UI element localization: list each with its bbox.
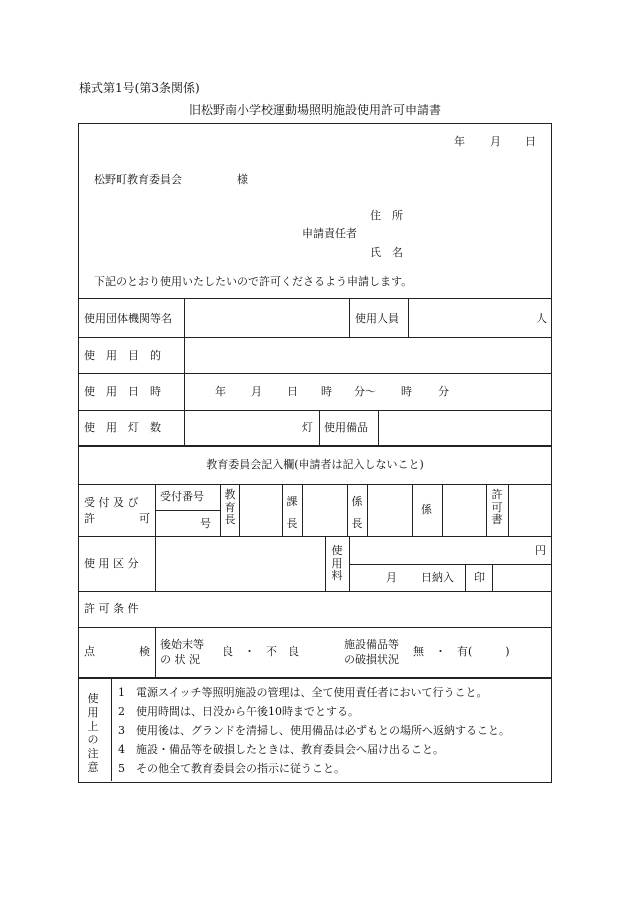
note-text: 使用時間は、日没から午後10時までとする。 [136,705,359,718]
rule-fee-mid [349,564,551,565]
receipt-label-line1: 受 付 及 び [84,496,139,509]
addressee: 松野町教育委員会 [94,173,182,186]
address-label: 住 所 [370,209,403,222]
rule-inspection-bottom [79,677,551,679]
form-title: 旧松野南小学校運動場照明施設使用許可申請書 [188,103,441,117]
paid-month: 月 [386,571,397,584]
office-section-title: 教育委員会記入欄(申請者は記入しないこと) [206,458,424,471]
vline-permit-right [508,484,509,536]
org-input[interactable] [186,300,348,336]
superintendent-label: 教育長 [224,488,236,527]
addressee-honorific: 様 [237,173,248,186]
vline-seal-right [492,564,493,591]
date-year-label: 年 [454,135,465,148]
damage-options: 無 ・ 有( ) [413,645,510,658]
note-number: 5 [118,762,125,775]
inspection-label-b: 検 [139,645,150,658]
vline-inspection-label [155,627,156,677]
section-chief-label: 係長 [351,495,363,530]
vline-notes-label [111,677,112,781]
date-day-label: 日 [525,135,536,148]
equipment-input[interactable] [380,412,548,445]
address-input[interactable] [414,206,534,222]
vline-receipt-right [220,484,221,536]
lamps-label: 使 用 灯 数 [84,421,161,434]
vline-sup-right [239,484,240,536]
datetime-hour-start: 時 [321,385,332,398]
vline-sec-left [347,484,348,536]
damage-label-line2: の破損状況 [344,653,399,666]
note-text: 電源スイッチ等照明施設の管理は、全て使用責任者において行うこと。 [136,686,488,699]
rule-purpose-bottom [79,373,551,374]
note-text: その他全て教育委員会の指示に従うこと。 [136,762,345,775]
rule-lamps-bottom [79,445,551,447]
vline-users-left [349,298,350,337]
cleanup-label-line2: の 状 況 [160,653,200,666]
note-text: 使用後は、グランドを清掃し、使用備品は必ずもとの場所へ返納すること。 [136,724,510,737]
request-statement: 下記のとおり使用いたしたいので許可くださるよう申請します。 [94,275,413,288]
paid-day: 日納入 [421,571,454,584]
inspection-label-a: 点 [84,645,95,658]
notes-label: 使用上の注意 [87,692,99,774]
vline-seal-left [465,564,466,591]
purpose-label: 使 用 目 的 [84,349,161,362]
vline-users-right [408,298,409,337]
vline-equip-right [378,410,379,446]
lamp-unit: 灯 [302,421,313,434]
date-month-label: 月 [490,135,501,148]
vline-office-label [155,484,156,591]
receipt-label-line2a: 許 [84,512,95,525]
lamps-input[interactable] [186,412,298,445]
receipt-number-label: 受付番号 [160,490,204,503]
category-input[interactable] [157,538,323,589]
datetime-label: 使 用 日 時 [84,385,161,398]
rule-office-title-bottom [79,484,551,485]
purpose-input[interactable] [186,339,548,372]
cleanup-options: 良 ・ 不 良 [222,645,299,658]
staff-label: 係 [421,503,432,516]
vline-staff-left [412,484,413,536]
datetime-hour-end: 時 [401,385,412,398]
receipt-number-unit: 号 [200,517,211,530]
org-label: 使用団体機関等名 [84,312,172,325]
vline-equip-left [319,410,320,446]
rule-org-bottom [79,337,551,338]
yen-unit: 円 [535,544,546,557]
rule-receipt-bottom [79,536,551,537]
fee-label: 使用料 [331,544,343,583]
note-number: 4 [118,743,125,756]
datetime-day: 日 [287,385,298,398]
persons-unit: 人 [536,312,547,325]
form-frame [78,123,552,783]
category-label: 使 用 区 分 [84,557,139,570]
datetime-year: 年 [215,385,226,398]
seal-label: 印 [474,571,485,584]
note-number: 2 [118,705,125,718]
damage-label-line1: 施設備品等 [344,638,399,651]
cleanup-label-line1: 後始末等 [160,638,204,651]
rule-header-bottom [79,298,551,299]
vline-sec-right [367,484,368,536]
note-number: 1 [118,686,125,699]
users-label: 使用人員 [355,312,399,325]
applicant-label: 申請責任者 [302,227,357,240]
form-number: 様式第1号(第3条関係) [79,81,200,95]
datetime-minute-start: 分〜 [354,385,376,398]
datetime-minute-end: 分 [438,385,449,398]
note-text: 施設・備品等を破損したときは、教育委員会へ届け出ること。 [136,743,444,756]
note-number: 3 [118,724,125,737]
conditions-label: 許 可 条 件 [84,602,139,615]
rule-receipt-mid [155,510,220,511]
datetime-month: 月 [251,385,262,398]
vline-permit-left [486,484,487,536]
users-input[interactable] [410,300,536,336]
rule-datetime-bottom [79,410,551,411]
vline-staff-right [442,484,443,536]
rule-category-bottom [79,591,551,592]
name-input[interactable] [414,243,534,259]
vline-fee-label-right [349,536,350,591]
vline-div-right [302,484,303,536]
equipment-label: 使用備品 [324,421,368,434]
permit-label: 許可書 [491,488,503,527]
conditions-input[interactable] [157,593,548,626]
vline-label-col [184,298,185,446]
vline-div-left [282,484,283,536]
division-chief-label: 課長 [286,495,298,530]
receipt-label-line2b: 可 [139,512,150,525]
rule-conditions-bottom [79,627,551,628]
name-label: 氏 名 [370,246,403,259]
vline-fee-label-left [325,536,326,591]
